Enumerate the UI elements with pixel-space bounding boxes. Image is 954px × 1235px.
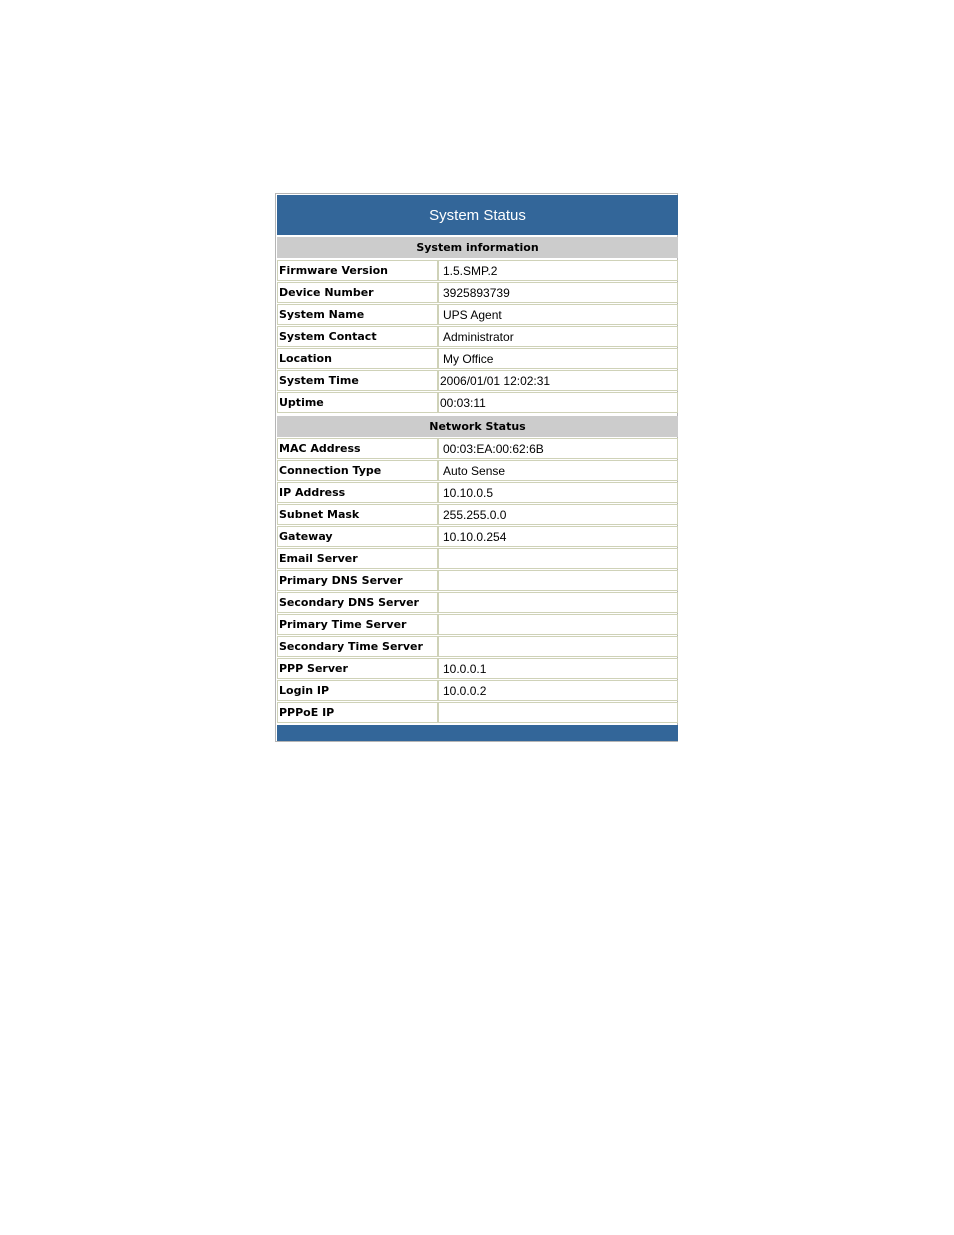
- row-gateway: [277, 526, 678, 547]
- field-value: 10.0.0.1: [438, 658, 678, 679]
- field-label: Firmware Version: [277, 260, 438, 281]
- row-login-ip: [277, 680, 678, 701]
- field-label: Subnet Mask: [277, 504, 438, 525]
- row-ppp-server: [277, 658, 678, 679]
- field-label: Gateway: [277, 526, 438, 547]
- row-connection-type: [277, 460, 678, 481]
- field-value: 255.255.0.0: [438, 504, 678, 525]
- row-primary-dns-server: [277, 570, 678, 591]
- field-value: My Office: [438, 348, 678, 369]
- field-label: System Time: [277, 370, 438, 391]
- field-value: 10.10.0.254: [438, 526, 678, 547]
- field-value: Administrator: [438, 326, 678, 347]
- field-label: Primary DNS Server: [277, 570, 438, 591]
- field-value: UPS Agent: [438, 304, 678, 325]
- field-value: 00:03:11: [438, 392, 678, 413]
- row-firmware-version: [277, 260, 678, 281]
- row-system-time: [277, 370, 678, 391]
- section-header-network-status: Network Status: [277, 416, 678, 437]
- field-value: [438, 592, 678, 613]
- row-system-contact: [277, 326, 678, 347]
- field-value: 10.10.0.5: [438, 482, 678, 503]
- row-email-server: [277, 548, 678, 569]
- field-label: Login IP: [277, 680, 438, 701]
- row-subnet-mask: [277, 504, 678, 525]
- row-secondary-dns-server: [277, 592, 678, 613]
- field-value: [438, 548, 678, 569]
- panel-title: System Status: [277, 195, 678, 235]
- field-label: IP Address: [277, 482, 438, 503]
- field-label: PPPoE IP: [277, 702, 438, 723]
- field-label: Connection Type: [277, 460, 438, 481]
- row-system-name: [277, 304, 678, 325]
- field-label: System Name: [277, 304, 438, 325]
- field-label: Device Number: [277, 282, 438, 303]
- field-label: Primary Time Server: [277, 614, 438, 635]
- row-location: [277, 348, 678, 369]
- field-label: Uptime: [277, 392, 438, 413]
- field-value: [438, 636, 678, 657]
- field-label: Secondary DNS Server: [277, 592, 438, 613]
- section-header-system-information: System information: [277, 237, 678, 258]
- row-mac-address: [277, 438, 678, 459]
- field-value: [438, 614, 678, 635]
- field-value: [438, 570, 678, 591]
- row-device-number: [277, 282, 678, 303]
- row-secondary-time-server: [277, 636, 678, 657]
- field-label: System Contact: [277, 326, 438, 347]
- row-ip-address: [277, 482, 678, 503]
- field-value: 10.0.0.2: [438, 680, 678, 701]
- row-uptime: [277, 392, 678, 413]
- field-value: [438, 702, 678, 723]
- field-label: Location: [277, 348, 438, 369]
- field-label: Secondary Time Server: [277, 636, 438, 657]
- field-label: Email Server: [277, 548, 438, 569]
- system-status-panel: [275, 193, 678, 742]
- field-label: PPP Server: [277, 658, 438, 679]
- field-value: 1.5.SMP.2: [438, 260, 678, 281]
- panel-footer-bar: [277, 725, 678, 741]
- field-label: MAC Address: [277, 438, 438, 459]
- row-primary-time-server: [277, 614, 678, 635]
- field-value: 00:03:EA:00:62:6B: [438, 438, 678, 459]
- field-value: 3925893739: [438, 282, 678, 303]
- field-value: Auto Sense: [438, 460, 678, 481]
- row-pppoe-ip: [277, 702, 678, 723]
- field-value: 2006/01/01 12:02:31: [438, 370, 678, 391]
